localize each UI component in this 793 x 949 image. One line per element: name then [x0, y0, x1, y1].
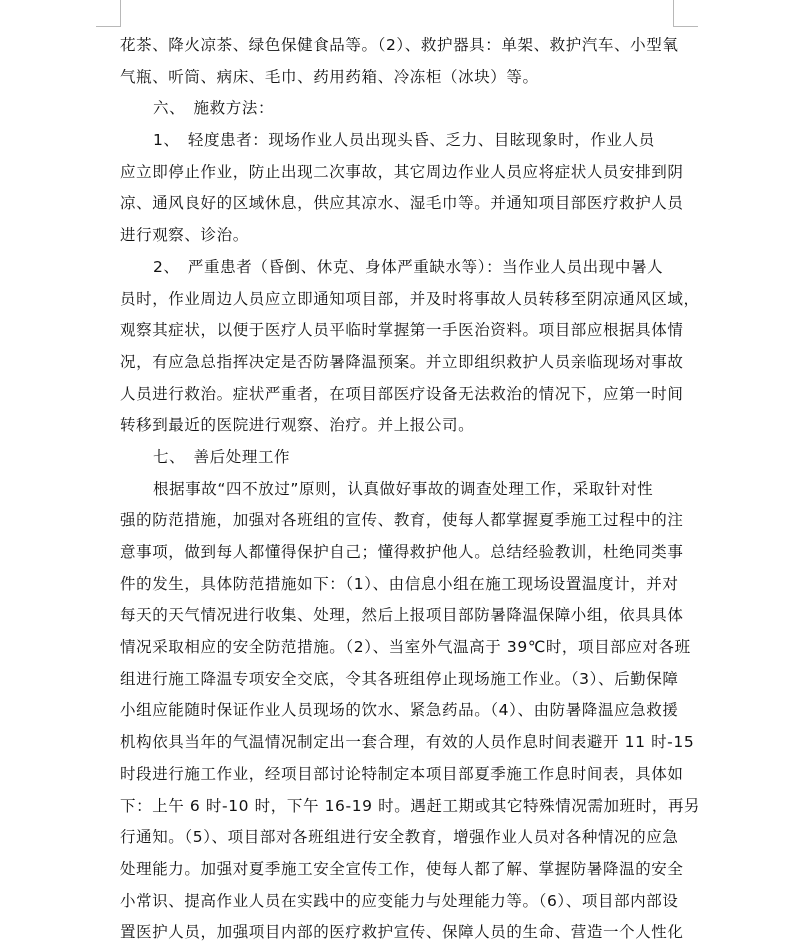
text-line: 小组应能随时保证作业人员现场的饮水、紧急药品。（4）、由防暑降温应急救援 [120, 701, 679, 720]
text-line: 转移到最近的医院进行观察、治疗。并上报公司。 [120, 416, 475, 435]
text-line: 意事项，做到每人都懂得保护自己；懂得救护他人。总结经验教训，杜绝同类事 [120, 543, 684, 561]
text-line: 组进行施工降温专项安全交底，令其各班组停止现场施工作业。（3）、后勤保障 [120, 669, 679, 688]
text-line: 小常识、提高作业人员在实践中的应变能力与处理能力等。（6）、项目部内部设 [120, 891, 679, 910]
text-line: 人员进行救治。症状严重者，在项目部医疗设备无法救治的情况下，应第一时间 [120, 384, 684, 403]
crop-mark-top-left-horizontal [96, 26, 121, 27]
crop-mark-top-right-vertical [673, 0, 674, 26]
text-line: 况，有应急总指挥决定是否防暑降温预案。并立即组织救护人员亲临现场对事故 [120, 352, 684, 371]
text-line: 强的防范措施，加强对各班组的宣传、教育，使每人都掌握夏季施工过程中的注 [120, 511, 684, 530]
text-line: 情况采取相应的安全防范措施。（2）、当室外气温高于 39℃时，项目部应对各班 [120, 638, 691, 657]
text-line: 员时，作业周边人员应立即通知项目部，并及时将事故人员转移至阴凉通风区域， [120, 289, 700, 308]
text-line: 机构依具当年的气温情况制定出一套合理，有效的人员作息时间表避开 11 时-15 [120, 733, 695, 752]
section-heading: 七、 善后处理工作 [153, 447, 291, 466]
text-line: 置医护人员，加强项目内部的医疗救护宣传、保障人员的生命、营造一个人性化 [120, 923, 684, 942]
text-line: 应立即停止作业，防止出现二次事故，其它周边作业人员应将症状人员安排到阴 [120, 162, 684, 181]
text-line: 根据事故“四不放过”原则，认真做好事故的调查处理工作，采取针对性 [153, 479, 654, 498]
text-line: 2、 严重患者（昏倒、休克、身体严重缺水等）：当作业人员出现中暑人 [153, 257, 664, 276]
text-line: 时段进行施工作业，经项目部讨论特制定本项目部夏季施工作息时间表，具体如 [120, 764, 684, 783]
text-line: 花茶、降火凉茶、绿色保健食品等。（2）、救护器具：单架、救护汽车、小型氧 [120, 36, 679, 54]
text-line: 处理能力。加强对夏季施工安全宣传工作，使每人都了解、掌握防暑降温的安全 [120, 859, 684, 878]
text-line: 观察其症状，以便于医疗人员平临时掌握第一手医治资料。项目部应根据具体情 [120, 321, 684, 340]
text-line: 1、 轻度患者：现场作业人员出现头昏、乏力、目眩现象时，作业人员 [153, 131, 655, 150]
document-body [120, 30, 701, 949]
text-line: 行通知。（5）、项目部对各班组进行安全教育，增强作业人员对各种情况的应急 [120, 828, 679, 847]
text-line: 气瓶、听筒、病床、毛巾、药用药箱、冷冻柜（冰块）等。 [120, 67, 539, 86]
crop-mark-top-left-vertical [120, 0, 121, 26]
text-line: 下：上午 6 时-10 时，下午 16-19 时。遇赶工期或其它特殊情况需加班时，再另 [120, 796, 701, 815]
text-line: 件的发生，具体防范措施如下：（1）、由信息小组在施工现场设置温度计，并对 [120, 574, 679, 593]
text-line: 凉、通风良好的区域休息，供应其凉水、湿毛巾等。并通知项目部医疗救护人员 [120, 194, 684, 213]
crop-mark-top-right-horizontal [673, 26, 698, 27]
section-heading: 六、 施救方法： [153, 99, 275, 118]
text-line: 每天的天气情况进行收集、处理，然后上报项目部防暑降温保障小组，依具具体 [120, 606, 684, 625]
text-line: 进行观察、诊治。 [120, 226, 249, 245]
